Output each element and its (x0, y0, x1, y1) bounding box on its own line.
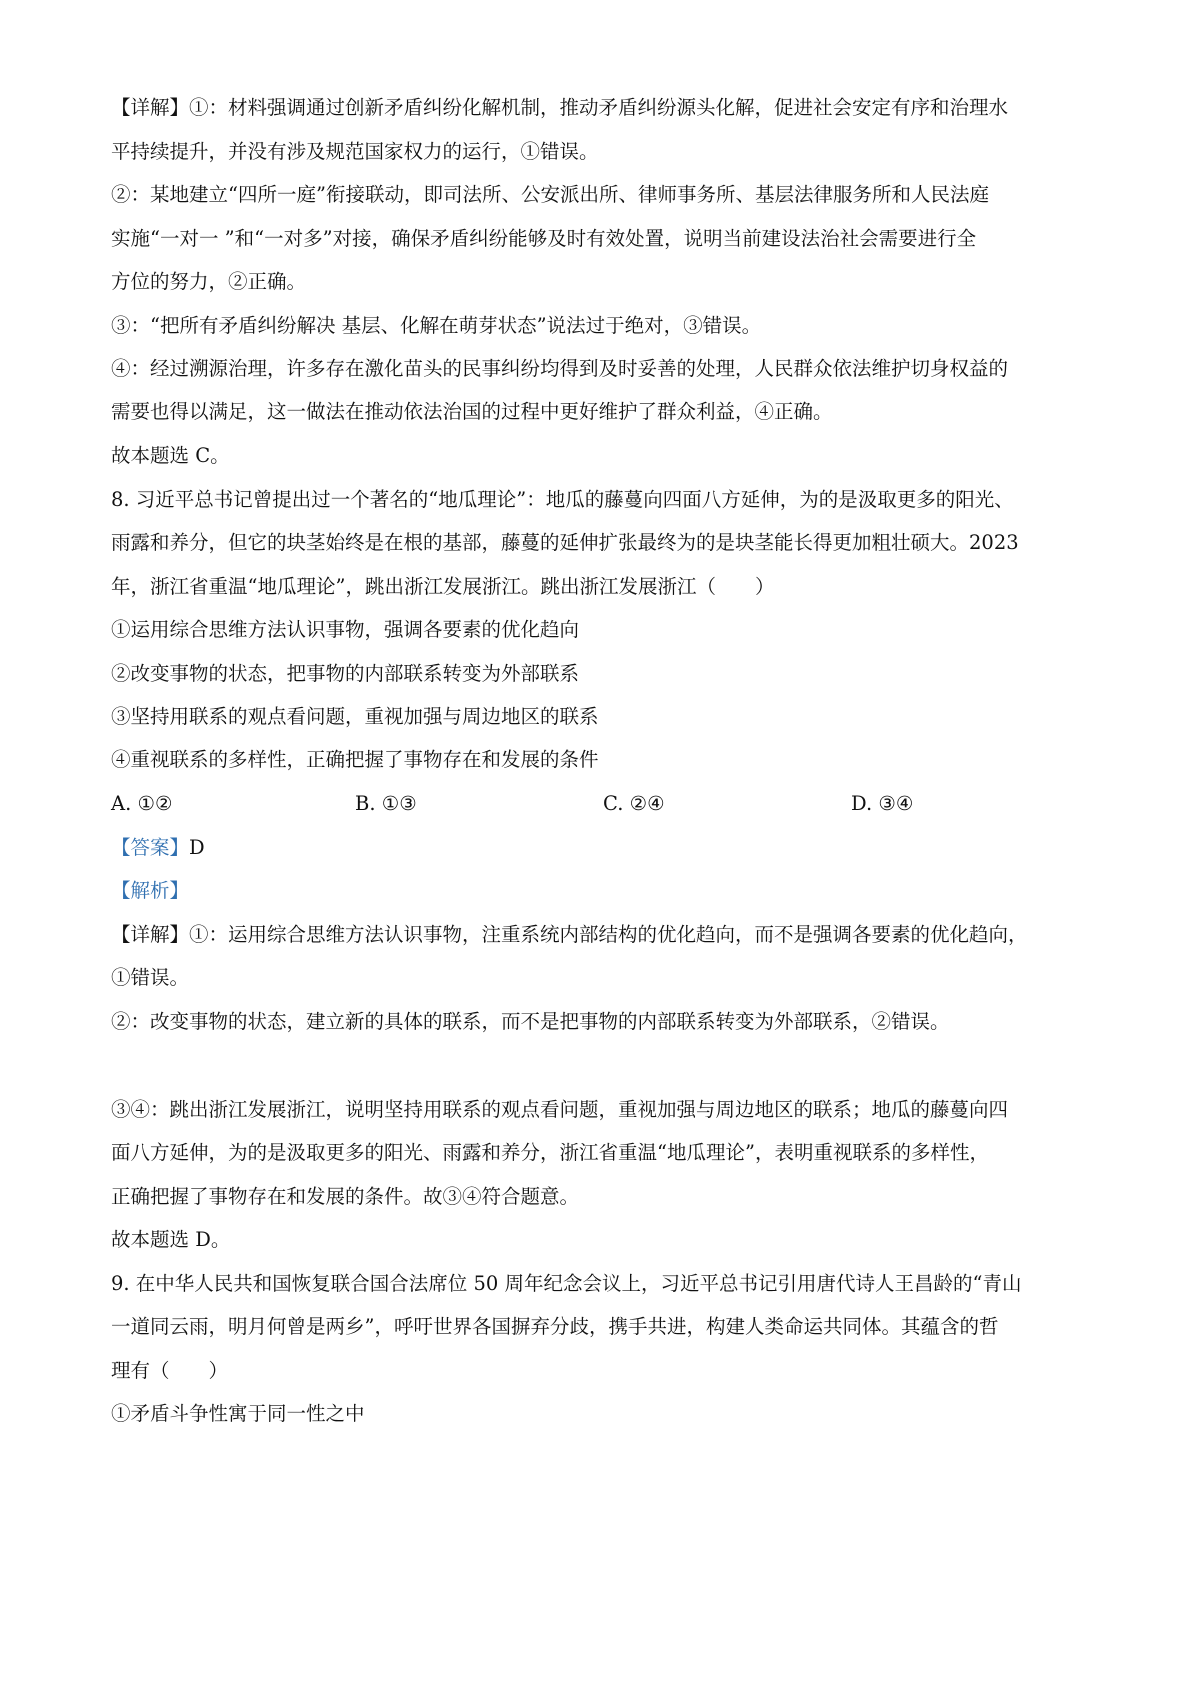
q7-detail-line-3: ②：某地建立“四所一庭”衔接联动，即司法所、公安派出所、律师事务所、基层法律服务所和人民法庭 (111, 183, 989, 206)
q8-detail-line-4: ③④：跳出浙江发展浙江，说明坚持用联系的观点看问题，重视加强与周边地区的联系；地瓜的藤蔓向四 (111, 1098, 1009, 1121)
q8-option-a: A. ①② (111, 792, 173, 815)
q8-detail-line-3: ②：改变事物的状态，建立新的具体的联系，而不是把事物的内部联系转变为外部联系，②错误。 (111, 1010, 950, 1033)
q7-detail-line-5: 方位的努力，②正确。 (111, 270, 307, 293)
answer-value: D (189, 836, 205, 859)
q8-detail-line-1: 【详解】①：运用综合思维方法认识事物，注重系统内部结构的优化趋向，而不是强调各要素的优化趋向， (111, 923, 1028, 946)
q8-option-b: B. ①③ (355, 792, 417, 815)
q8-stem-line-1: 8. 习近平总书记曾提出过一个著名的“地瓜理论”：地瓜的藤蔓向四面八方延伸，为的是汲取更多的阳光、 (111, 488, 1014, 511)
q8-statement-3: ③坚持用联系的观点看问题，重视加强与周边地区的联系 (111, 705, 599, 728)
detail-label: 【详解】 (111, 923, 190, 946)
q7-detail-line-8: 需要也得以满足，这一做法在推动依法治国的过程中更好维护了群众利益，④正确。 (111, 400, 833, 423)
q8-detail-line-5: 面八方延伸，为的是汲取更多的阳光、雨露和养分，浙江省重温“地瓜理论”，表明重视联系的多样性， (111, 1141, 989, 1164)
q8-statement-4: ④重视联系的多样性，正确把握了事物存在和发展的条件 (111, 748, 599, 771)
answer-label: 【答案】 (111, 836, 190, 859)
q7-detail-line-1: 【详解】①：材料强调通过创新矛盾纠纷化解机制，推动矛盾纠纷源头化解，促进社会安定有序和治理水 (111, 96, 1009, 119)
q8-stem-line-3: 年，浙江省重温“地瓜理论”，跳出浙江发展浙江。跳出浙江发展浙江（ ） (111, 575, 775, 598)
q8-option-c: C. ②④ (603, 792, 665, 815)
q8-conclusion: 故本题选 D。 (111, 1228, 231, 1251)
q9-statement-1: ①矛盾斗争性寓于同一性之中 (111, 1402, 365, 1425)
q9-stem-line-1: 9. 在中华人民共和国恢复联合国合法席位 50 周年纪念会议上，习近平总书记引用唐代诗人王昌龄的“青山 (111, 1272, 1022, 1295)
q7-detail-line-4: 实施“一对一 ”和“一对多”对接，确保矛盾纠纷能够及时有效处置，说明当前建设法治社会需要进行全 (111, 227, 977, 250)
q8-statement-2: ②改变事物的状态，把事物的内部联系转变为外部联系 (111, 662, 580, 685)
q7-detail-line-2: 平持续提升，并没有涉及规范国家权力的运行，①错误。 (111, 140, 599, 163)
q9-stem-line-3: 理有（ ） (111, 1359, 229, 1382)
detail-label: 【详解】 (111, 96, 190, 119)
q7-detail-line-6: ③：“把所有矛盾纠纷解决 基层、化解在萌芽状态”说法过于绝对，③错误。 (111, 314, 762, 337)
q8-option-d: D. ③④ (851, 792, 914, 815)
q7-conclusion: 故本题选 C。 (111, 444, 230, 467)
q8-stem-line-2: 雨露和养分，但它的块茎始终是在根的基部，藤蔓的延伸扩张最终为的是块茎能长得更加粗壮硕大。2023 (111, 531, 1019, 554)
q8-analysis (111, 877, 1101, 905)
q8-detail-line-2: ①错误。 (111, 966, 190, 989)
analysis-label: 【解析】 (111, 879, 190, 902)
q8-detail-line-6: 正确把握了事物存在和发展的条件。故③④符合题意。 (111, 1185, 580, 1208)
q7-detail-line-7: ④：经过溯源治理，许多存在激化苗头的民事纠纷均得到及时妥善的处理，人民群众依法维护切身权益的 (111, 357, 1009, 380)
q8-statement-1: ①运用综合思维方法认识事物，强调各要素的优化趋向 (111, 618, 580, 641)
q8-answer (111, 834, 1101, 862)
q9-stem-line-2: 一道同云雨，明月何曾是两乡”，呼吁世界各国摒弃分歧，携手共进，构建人类命运共同体。其蕴含的哲 (111, 1315, 999, 1338)
